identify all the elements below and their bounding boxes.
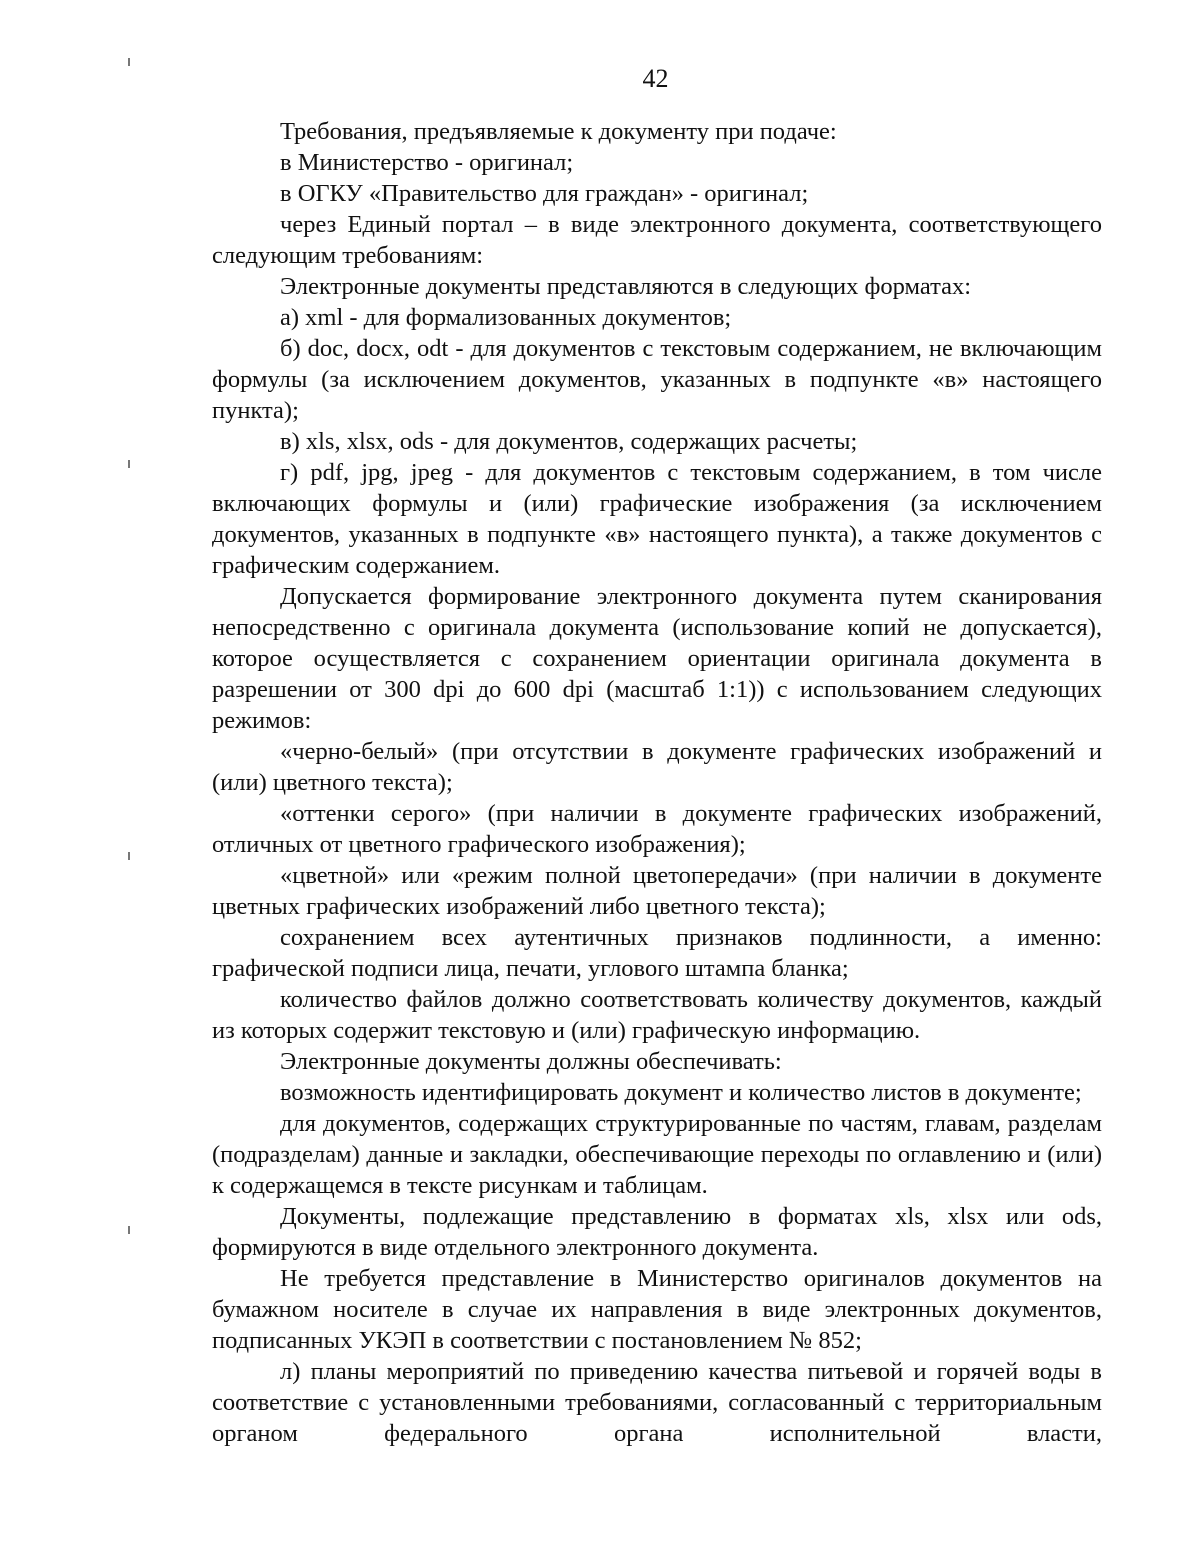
paragraph: Допускается формирование электронного документа путем сканирования непосредственно с оригинала документа (использование копий не допускается), которое осуществляется с сохранением ориентации оригинала документа в разрешении от 300 dpi до 600 dpi (масштаб 1:1)) с использованием следующих режимов: [212,583,1102,734]
paragraph: в ОГКУ «Правительство для граждан» - оригинал; [280,180,809,207]
paragraph: через Единый портал – в виде электронного документа, соответствующего следующим требованиям: [212,211,1102,269]
paragraph: «оттенки серого» (при наличии в документе графических изображений, отличных от цветного графического изображения); [212,800,1102,858]
body-text [212,116,1102,1449]
paragraph: б) doc, docx, odt - для документов с текстовым содержанием, не включающим формулы (за исключением документов, указанных в подпункте «в» настоящего пункта); [212,335,1102,424]
paragraph: а) xml - для формализованных документов; [280,304,732,331]
paragraph: Электронные документы представляются в следующих форматах: [280,273,972,300]
paragraph: возможность идентифицировать документ и количество листов в документе; [280,1079,1082,1106]
paragraph: в) xls, xlsx, ods - для документов, содержащих расчеты; [280,428,858,455]
margin-mark [128,1226,130,1234]
paragraph: Требования, предъявляемые к документу при подаче: [280,118,837,145]
margin-mark [128,58,130,66]
paragraph: Электронные документы должны обеспечивать: [280,1048,782,1075]
margin-mark [128,460,130,468]
paragraph: Документы, подлежащие представлению в форматах xls, xlsx или ods, формируются в виде отдельного электронного документа. [212,1203,1102,1261]
paragraph: в Министерство - оригинал; [280,149,574,176]
paragraph: количество файлов должно соответствовать количеству документов, каждый из которых содержит текстовую и (или) графическую информацию. [212,986,1102,1044]
paragraph: для документов, содержащих структурированные по частям, главам, разделам (подразделам) данные и закладки, обеспечивающие переходы по оглавлению и (или) к содержащемся в тексте рисункам и таблицам. [212,1110,1102,1199]
paragraph: г) pdf, jpg, jpeg - для документов с текстовым содержанием, в том числе включающих формулы и (или) графические изображения (за исключением документов, указанных в подпункте «в» настоящего пункта), а также документов с графическим содержанием. [212,459,1102,579]
paragraph: «цветной» или «режим полной цветопередачи» (при наличии в документе цветных графических изображений либо цветного текста); [212,862,1102,920]
page-number: 42 [642,64,669,93]
paragraph: «черно-белый» (при отсутствии в документе графических изображений и (или) цветного текста); [212,738,1102,796]
margin-mark [128,852,130,860]
paragraph: л) планы мероприятий по приведению качества питьевой и горячей воды в соответствие с установленными требованиями, согласованный с территориальным органом федерального органа исполнительной власти, [212,1358,1102,1447]
paragraph: Не требуется представление в Министерство оригиналов документов на бумажном носителе в случае их направления в виде электронных документов, подписанных УКЭП в соответствии с постановлением № 852; [212,1265,1102,1354]
paragraph: сохранением всех аутентичных признаков подлинности, а именно: графической подписи лица, печати, углового штампа бланка; [212,924,1102,982]
